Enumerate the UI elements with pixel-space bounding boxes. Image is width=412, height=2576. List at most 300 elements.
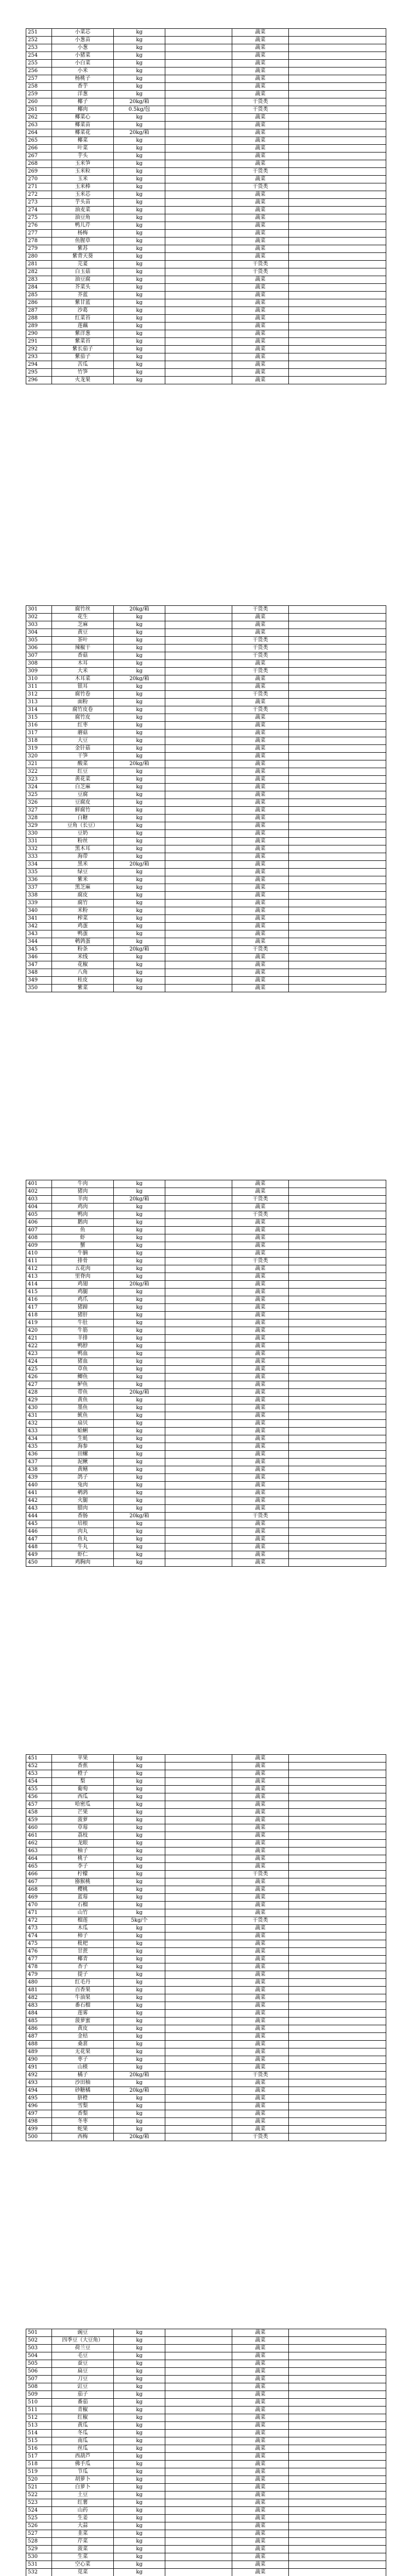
item-unit: kg: [114, 168, 165, 176]
blank-cell: [289, 1281, 386, 1289]
item-name: 洋葱: [52, 91, 114, 98]
item-name: 香蕉: [52, 1762, 114, 1770]
item-category: 蔬菜: [232, 2087, 289, 2095]
blank-cell: [289, 2484, 386, 2492]
item-category: 蔬菜: [232, 2538, 289, 2546]
item-number: 261: [26, 106, 52, 114]
item-category: 干货类: [232, 106, 289, 114]
blank-cell: [289, 2018, 386, 2025]
item-number: 332: [26, 845, 52, 853]
table-row: [26, 1863, 386, 1871]
item-name: 小猪菜: [52, 52, 114, 60]
table-row: [26, 683, 386, 691]
blank-cell: [289, 1389, 386, 1397]
item-category: 蔬菜: [232, 768, 289, 776]
item-number: 251: [26, 29, 52, 37]
item-category: 蔬菜: [232, 2329, 289, 2337]
item-unit: kg: [114, 1428, 165, 1435]
item-number: 262: [26, 114, 52, 122]
blank-cell: [165, 222, 232, 230]
table-row: [26, 1520, 386, 1528]
table-row: [26, 2110, 386, 2118]
item-unit: 20kg/箱: [114, 606, 165, 614]
item-name: 腊肉: [52, 1505, 114, 1513]
item-name: 牛筋: [52, 1327, 114, 1335]
item-category: 蔬菜: [232, 1878, 289, 1886]
item-name: 鹅肉: [52, 1219, 114, 1227]
table-row: [26, 892, 386, 900]
blank-cell: [289, 2376, 386, 2383]
item-name: 梨: [52, 1778, 114, 1786]
blank-cell: [289, 2437, 386, 2445]
item-category: 蔬菜: [232, 67, 289, 75]
table-row: [26, 2437, 386, 2445]
item-category: 蔬菜: [232, 1559, 289, 1567]
item-name: 带鱼: [52, 1389, 114, 1397]
item-category: 蔬菜: [232, 44, 289, 52]
item-unit: kg: [114, 1250, 165, 1258]
blank-cell: [165, 1817, 232, 1824]
item-category: 蔬菜: [232, 629, 289, 637]
item-unit: kg: [114, 1219, 165, 1227]
blank-cell: [289, 2406, 386, 2414]
blank-cell: [165, 2329, 232, 2337]
blank-cell: [165, 1536, 232, 1544]
blank-cell: [165, 1412, 232, 1420]
item-unit: kg: [114, 276, 165, 284]
item-unit: kg: [114, 1319, 165, 1327]
item-unit: kg: [114, 791, 165, 799]
blank-cell: [289, 2391, 386, 2399]
item-unit: kg: [114, 907, 165, 915]
item-category: 蔬菜: [232, 361, 289, 369]
item-name: 桂皮: [52, 977, 114, 985]
item-name: 白玉菇: [52, 268, 114, 276]
item-name: 猕猴桃: [52, 1878, 114, 1886]
item-unit: kg: [114, 83, 165, 91]
blank-cell: [165, 2468, 232, 2476]
item-name: 鸭脖: [52, 1343, 114, 1350]
blank-cell: [165, 2461, 232, 2468]
item-name: 生姜: [52, 2515, 114, 2522]
table-row: [26, 67, 386, 75]
item-unit: kg: [114, 2538, 165, 2546]
blank-cell: [165, 1250, 232, 1258]
item-unit: kg: [114, 2329, 165, 2337]
item-number: 345: [26, 946, 52, 954]
item-unit: kg: [114, 1925, 165, 1933]
table-row: [26, 791, 386, 799]
item-category: 蔬菜: [232, 245, 289, 253]
blank-cell: [289, 1188, 386, 1196]
table-row: [26, 1786, 386, 1793]
item-unit: kg: [114, 2445, 165, 2453]
item-category: 蔬菜: [232, 253, 289, 261]
table-row: [26, 2476, 386, 2484]
item-name: 火龙果: [52, 377, 114, 384]
item-category: 干货类: [232, 1871, 289, 1878]
item-category: 蔬菜: [232, 129, 289, 137]
table-row: [26, 2383, 386, 2391]
table-row: [26, 2048, 386, 2056]
table-row: [26, 2133, 386, 2141]
item-name: 墨鱼: [52, 1404, 114, 1412]
table-row: [26, 1358, 386, 1366]
item-category: 蔬菜: [232, 954, 289, 961]
table-row: [26, 1809, 386, 1817]
item-number: 483: [26, 2002, 52, 2010]
table-row: [26, 938, 386, 946]
item-category: 蔬菜: [232, 884, 289, 892]
item-number: 267: [26, 152, 52, 160]
blank-cell: [289, 2079, 386, 2087]
table-row: [26, 353, 386, 361]
blank-cell: [165, 2337, 232, 2345]
blank-cell: [165, 60, 232, 67]
item-number: 312: [26, 691, 52, 699]
blank-cell: [289, 954, 386, 961]
item-category: 蔬菜: [232, 730, 289, 737]
table-row: [26, 1513, 386, 1520]
item-number: 336: [26, 876, 52, 884]
item-unit: kg: [114, 299, 165, 307]
table-row: [26, 1304, 386, 1312]
item-unit: kg: [114, 346, 165, 353]
item-number: 512: [26, 2414, 52, 2422]
item-number: 277: [26, 230, 52, 238]
item-category: 蔬菜: [232, 1428, 289, 1435]
blank-cell: [165, 160, 232, 168]
item-number: 408: [26, 1234, 52, 1242]
item-number: 335: [26, 869, 52, 876]
item-number: 420: [26, 1327, 52, 1335]
item-number: 273: [26, 199, 52, 207]
item-unit: kg: [114, 869, 165, 876]
item-number: 433: [26, 1428, 52, 1435]
blank-cell: [289, 91, 386, 98]
table-row: [26, 1933, 386, 1940]
item-number: 452: [26, 1762, 52, 1770]
item-number: 425: [26, 1366, 52, 1374]
item-number: 529: [26, 2546, 52, 2553]
item-name: 茄子: [52, 2391, 114, 2399]
blank-cell: [165, 1971, 232, 1979]
item-category: 蔬菜: [232, 2025, 289, 2033]
item-name: 里脊肉: [52, 1273, 114, 1281]
blank-cell: [289, 2133, 386, 2141]
table-row: [26, 1188, 386, 1196]
blank-cell: [289, 245, 386, 253]
item-name: 芋头: [52, 152, 114, 160]
blank-cell: [165, 75, 232, 83]
blank-cell: [165, 791, 232, 799]
blank-cell: [165, 621, 232, 629]
item-number: 407: [26, 1227, 52, 1234]
blank-cell: [289, 2430, 386, 2437]
item-unit: kg: [114, 2383, 165, 2391]
item-name: 脐橙: [52, 2095, 114, 2103]
item-unit: kg: [114, 1211, 165, 1219]
item-category: 蔬菜: [232, 176, 289, 183]
blank-cell: [165, 1296, 232, 1304]
item-unit: kg: [114, 1296, 165, 1304]
blank-cell: [165, 1513, 232, 1520]
table-row: [26, 2422, 386, 2430]
blank-cell: [289, 129, 386, 137]
blank-cell: [289, 98, 386, 106]
item-name: 冬枣: [52, 2118, 114, 2126]
item-name: 小菜芯: [52, 29, 114, 37]
item-unit: kg: [114, 637, 165, 645]
blank-cell: [289, 776, 386, 784]
item-name: 金桔: [52, 2033, 114, 2041]
blank-cell: [289, 1520, 386, 1528]
blank-cell: [165, 961, 232, 969]
table-row: [26, 2360, 386, 2368]
item-number: 309: [26, 668, 52, 675]
blank-cell: [289, 44, 386, 52]
item-name: 扁豆: [52, 2368, 114, 2376]
item-name: 腐皮: [52, 892, 114, 900]
item-category: 蔬菜: [232, 961, 289, 969]
item-number: 313: [26, 699, 52, 706]
blank-cell: [289, 1793, 386, 1801]
item-unit: kg: [114, 1327, 165, 1335]
item-number: 444: [26, 1513, 52, 1520]
table-row: [26, 660, 386, 668]
table-row: [26, 2507, 386, 2515]
item-number: 473: [26, 1925, 52, 1933]
item-name: 鸡翅: [52, 1281, 114, 1289]
item-category: 蔬菜: [232, 1265, 289, 1273]
item-category: 蔬菜: [232, 807, 289, 815]
item-number: 314: [26, 706, 52, 714]
blank-cell: [165, 938, 232, 946]
blank-cell: [165, 1196, 232, 1204]
item-name: 大蒜: [52, 2522, 114, 2530]
blank-cell: [289, 176, 386, 183]
blank-cell: [289, 938, 386, 946]
blank-cell: [165, 276, 232, 284]
item-unit: kg: [114, 261, 165, 268]
item-number: 443: [26, 1505, 52, 1513]
item-name: 紫甘蓝: [52, 299, 114, 307]
blank-cell: [289, 1435, 386, 1443]
blank-cell: [165, 1389, 232, 1397]
item-category: 蔬菜: [232, 2360, 289, 2368]
item-name: 龙眼: [52, 1840, 114, 1848]
item-name: 豆腐: [52, 791, 114, 799]
item-number: 401: [26, 1180, 52, 1188]
blank-cell: [289, 1273, 386, 1281]
blank-cell: [165, 853, 232, 861]
blank-cell: [165, 714, 232, 722]
item-name: 椰菜心: [52, 114, 114, 122]
blank-cell: [289, 722, 386, 730]
item-number: 475: [26, 1940, 52, 1948]
item-category: 蔬菜: [232, 923, 289, 930]
item-category: 蔬菜: [232, 2079, 289, 2087]
item-unit: kg: [114, 67, 165, 75]
item-unit: 20kg/箱: [114, 1281, 165, 1289]
item-category: 干货类: [232, 168, 289, 176]
item-name: 桑葚: [52, 2041, 114, 2048]
blank-cell: [289, 67, 386, 75]
item-table-page-1: [26, 28, 386, 384]
blank-cell: [165, 2126, 232, 2133]
item-category: 蔬菜: [232, 1327, 289, 1335]
blank-cell: [165, 2383, 232, 2391]
item-name: 紫长茄子: [52, 346, 114, 353]
item-category: 蔬菜: [232, 1832, 289, 1840]
item-category: 蔬菜: [232, 977, 289, 985]
blank-cell: [165, 675, 232, 683]
blank-cell: [165, 1801, 232, 1809]
blank-cell: [165, 299, 232, 307]
item-name: 小米: [52, 67, 114, 75]
item-unit: kg: [114, 2048, 165, 2056]
item-category: 蔬菜: [232, 1497, 289, 1505]
table-row: [26, 1234, 386, 1242]
table-row: [26, 299, 386, 307]
table-row: [26, 323, 386, 330]
blank-cell: [289, 1786, 386, 1793]
table-row: [26, 1909, 386, 1917]
item-number: 329: [26, 822, 52, 830]
item-category: 蔬菜: [232, 75, 289, 83]
blank-cell: [165, 106, 232, 114]
item-unit: kg: [114, 1273, 165, 1281]
item-category: 蔬菜: [232, 838, 289, 845]
table-row: [26, 1762, 386, 1770]
blank-cell: [289, 145, 386, 152]
blank-cell: [165, 2437, 232, 2445]
blank-cell: [289, 2461, 386, 2468]
item-unit: kg: [114, 2345, 165, 2352]
item-category: 蔬菜: [232, 861, 289, 869]
item-name: 油豆腐: [52, 276, 114, 284]
table-row: [26, 1397, 386, 1404]
item-category: 蔬菜: [232, 2507, 289, 2515]
blank-cell: [165, 2414, 232, 2422]
blank-cell: [165, 606, 232, 614]
item-name: 鸽子: [52, 1474, 114, 1482]
blank-cell: [289, 152, 386, 160]
blank-cell: [289, 1350, 386, 1358]
item-name: 花生: [52, 614, 114, 621]
item-unit: kg: [114, 1762, 165, 1770]
item-name: 红菜苔: [52, 315, 114, 323]
table-row: [26, 1855, 386, 1863]
item-unit: kg: [114, 799, 165, 807]
blank-cell: [289, 268, 386, 276]
table-row: [26, 2010, 386, 2018]
table-row: [26, 1435, 386, 1443]
blank-cell: [165, 1219, 232, 1227]
item-number: 319: [26, 745, 52, 753]
item-unit: kg: [114, 369, 165, 377]
item-category: 蔬菜: [232, 284, 289, 292]
blank-cell: [165, 760, 232, 768]
item-name: 土豆: [52, 2492, 114, 2499]
item-category: 干货类: [232, 691, 289, 699]
blank-cell: [289, 207, 386, 214]
blank-cell: [165, 1482, 232, 1489]
item-number: 294: [26, 361, 52, 369]
blank-cell: [165, 1544, 232, 1551]
item-category: 蔬菜: [232, 2337, 289, 2345]
item-category: 蔬菜: [232, 307, 289, 315]
table-row: [26, 122, 386, 129]
blank-cell: [289, 1894, 386, 1902]
item-category: 蔬菜: [232, 2352, 289, 2360]
item-category: 蔬菜: [232, 2468, 289, 2476]
blank-cell: [289, 2530, 386, 2538]
item-name: 哈密瓜: [52, 1801, 114, 1809]
blank-cell: [165, 2391, 232, 2399]
item-name: 大豆: [52, 737, 114, 745]
table-row: [26, 1459, 386, 1466]
blank-cell: [165, 1778, 232, 1786]
item-category: 干货类: [232, 2072, 289, 2079]
item-name: 沙葛: [52, 307, 114, 315]
table-row: [26, 1755, 386, 1762]
blank-cell: [165, 330, 232, 338]
item-name: 杨桃子: [52, 75, 114, 83]
table-row: [26, 2033, 386, 2041]
item-unit: 20kg/箱: [114, 2087, 165, 2095]
item-name: 肉丸: [52, 1528, 114, 1536]
blank-cell: [165, 2376, 232, 2383]
item-number: 441: [26, 1489, 52, 1497]
blank-cell: [165, 1497, 232, 1505]
item-number: 422: [26, 1343, 52, 1350]
item-number: 307: [26, 652, 52, 660]
item-category: 蔬菜: [232, 822, 289, 830]
item-category: 蔬菜: [232, 915, 289, 923]
item-category: 蔬菜: [232, 1971, 289, 1979]
item-name: 白萝卜: [52, 2484, 114, 2492]
item-name: 豇豆: [52, 2383, 114, 2391]
item-category: 蔬菜: [232, 1489, 289, 1497]
item-unit: kg: [114, 284, 165, 292]
blank-cell: [165, 2492, 232, 2499]
table-row: [26, 621, 386, 629]
blank-cell: [165, 1358, 232, 1366]
table-row: [26, 2468, 386, 2476]
blank-cell: [289, 2087, 386, 2095]
item-number: 462: [26, 1840, 52, 1848]
blank-cell: [165, 207, 232, 214]
item-category: 蔬菜: [232, 2430, 289, 2437]
table-row: [26, 346, 386, 353]
item-number: 427: [26, 1381, 52, 1389]
item-unit: kg: [114, 923, 165, 930]
item-unit: kg: [114, 1451, 165, 1459]
item-unit: kg: [114, 985, 165, 992]
blank-cell: [165, 1374, 232, 1381]
item-category: 蔬菜: [232, 1443, 289, 1451]
blank-cell: [165, 2064, 232, 2072]
blank-cell: [289, 1335, 386, 1343]
item-unit: kg: [114, 876, 165, 884]
table-row: [26, 1204, 386, 1211]
item-unit: kg: [114, 838, 165, 845]
item-unit: 20kg/箱: [114, 946, 165, 954]
item-name: 绿豆: [52, 869, 114, 876]
table-row: [26, 2391, 386, 2399]
item-category: 蔬菜: [232, 1528, 289, 1536]
